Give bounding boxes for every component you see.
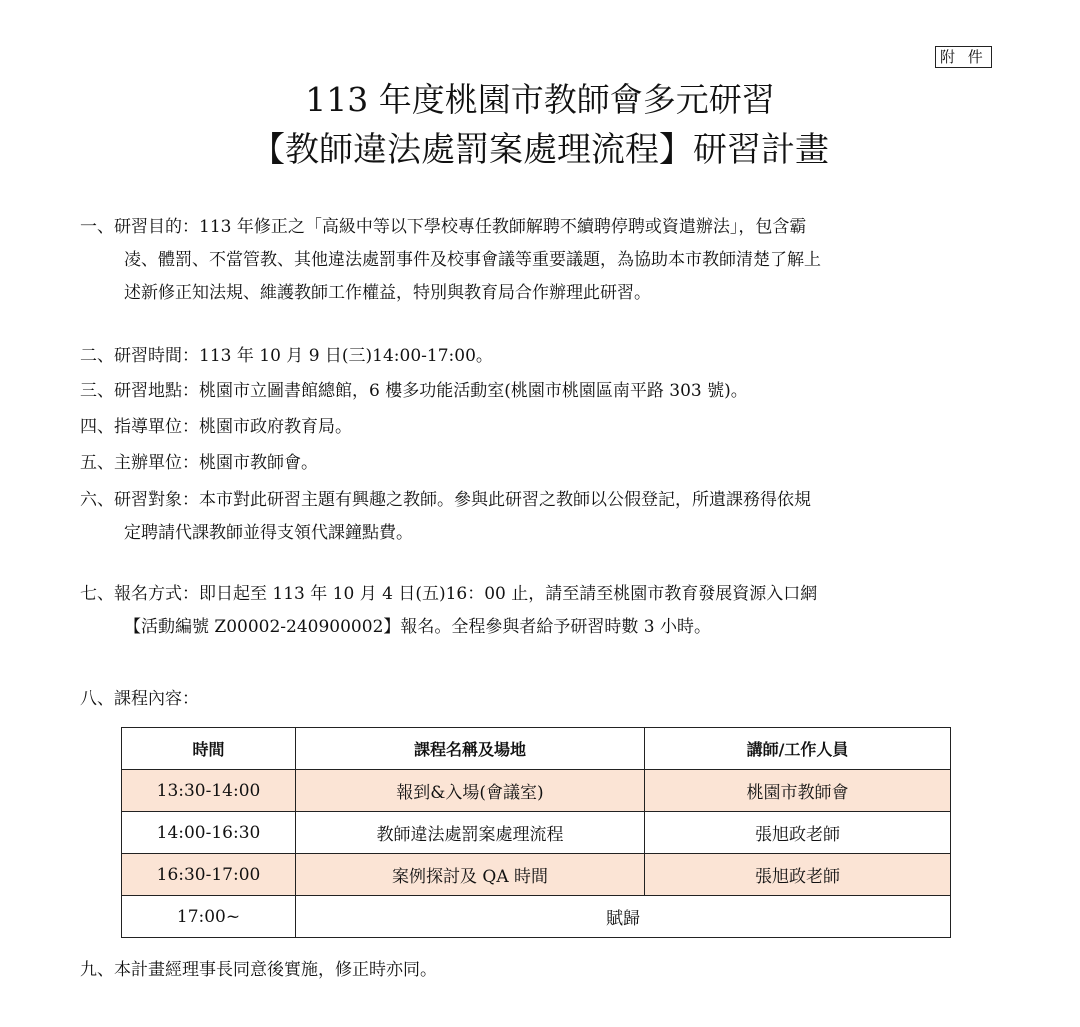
table-row — [122, 896, 951, 938]
row-time: 13:30-14:00 — [122, 770, 296, 812]
header-course: 課程名稱及場地 — [296, 728, 645, 770]
audience-line-2: 定聘請代課教師並得支領代課鐘點費。 — [124, 523, 413, 543]
purpose-line-2: 凌、體罰、不當管教、其他違法處罰事件及校事會議等重要議題，為協助本市教師清楚了解上 — [124, 250, 821, 270]
section-implementation: 九、本計畫經理事長同意後實施，修正時亦同。 — [80, 960, 437, 980]
section-location: 三、研習地點：桃園市立圖書館總館，6 樓多功能活動室(桃園市桃園區南平路 303 號)。 — [80, 381, 748, 401]
header-time: 時間 — [122, 728, 296, 770]
purpose-line-1: 一、研習目的：113 年修正之「高級中等以下學校專任教師解聘不續聘停聘或資遣辦法」，包含霸 — [80, 217, 807, 237]
attachment-label: 附 件 — [935, 46, 992, 68]
registration-line-1: 七、報名方式：即日起至 113 年 10 月 4 日(五)16：00 止，請至請至桃園市教育發展資源入口網 — [80, 584, 818, 604]
row-course: 報到&入場(會議室) — [296, 770, 645, 812]
header-staff: 講師/工作人員 — [645, 728, 951, 770]
registration-line-2: 【活動編號 Z00002-240900002】報名。全程參與者給予研習時數 3 小時。 — [124, 617, 712, 637]
section-organizer: 五、主辦單位：桃園市教師會。 — [80, 453, 318, 473]
purpose-line-3: 述新修正知法規、維護教師工作權益，特別與教育局合作辦理此研習。 — [124, 283, 651, 303]
row-course: 案例探討及 QA 時間 — [296, 854, 645, 896]
section-time: 二、研習時間：113 年 10 月 9 日(三)14:00-17:00。 — [80, 346, 493, 366]
row-time: 16:30-17:00 — [122, 854, 296, 896]
row-course-merged: 賦歸 — [296, 896, 951, 938]
table-row — [122, 770, 951, 812]
row-staff: 張旭政老師 — [645, 812, 951, 854]
row-time: 14:00-16:30 — [122, 812, 296, 854]
document-subtitle: 【教師違法處罰案處理流程】研習計畫 — [251, 130, 829, 170]
table-row — [122, 812, 951, 854]
audience-line-1: 六、研習對象：本市對此研習主題有興趣之教師。參與此研習之教師以公假登記，所遺課務得依規 — [80, 490, 811, 510]
section-course-content: 八、課程內容： — [80, 689, 199, 709]
section-registration — [80, 581, 1020, 640]
row-course: 教師違法處罰案處理流程 — [296, 812, 645, 854]
document-title: 113 年度桃園市教師會多元研習 — [305, 80, 775, 119]
table-header-row — [122, 728, 951, 770]
schedule-table — [121, 727, 951, 938]
table-row — [122, 854, 951, 896]
row-staff: 張旭政老師 — [645, 854, 951, 896]
row-time: 17:00~ — [122, 896, 296, 938]
section-supervisor: 四、指導單位：桃園市政府教育局。 — [80, 417, 352, 437]
section-audience — [80, 487, 1020, 546]
row-staff: 桃園市教師會 — [645, 770, 951, 812]
section-purpose — [80, 214, 1020, 306]
